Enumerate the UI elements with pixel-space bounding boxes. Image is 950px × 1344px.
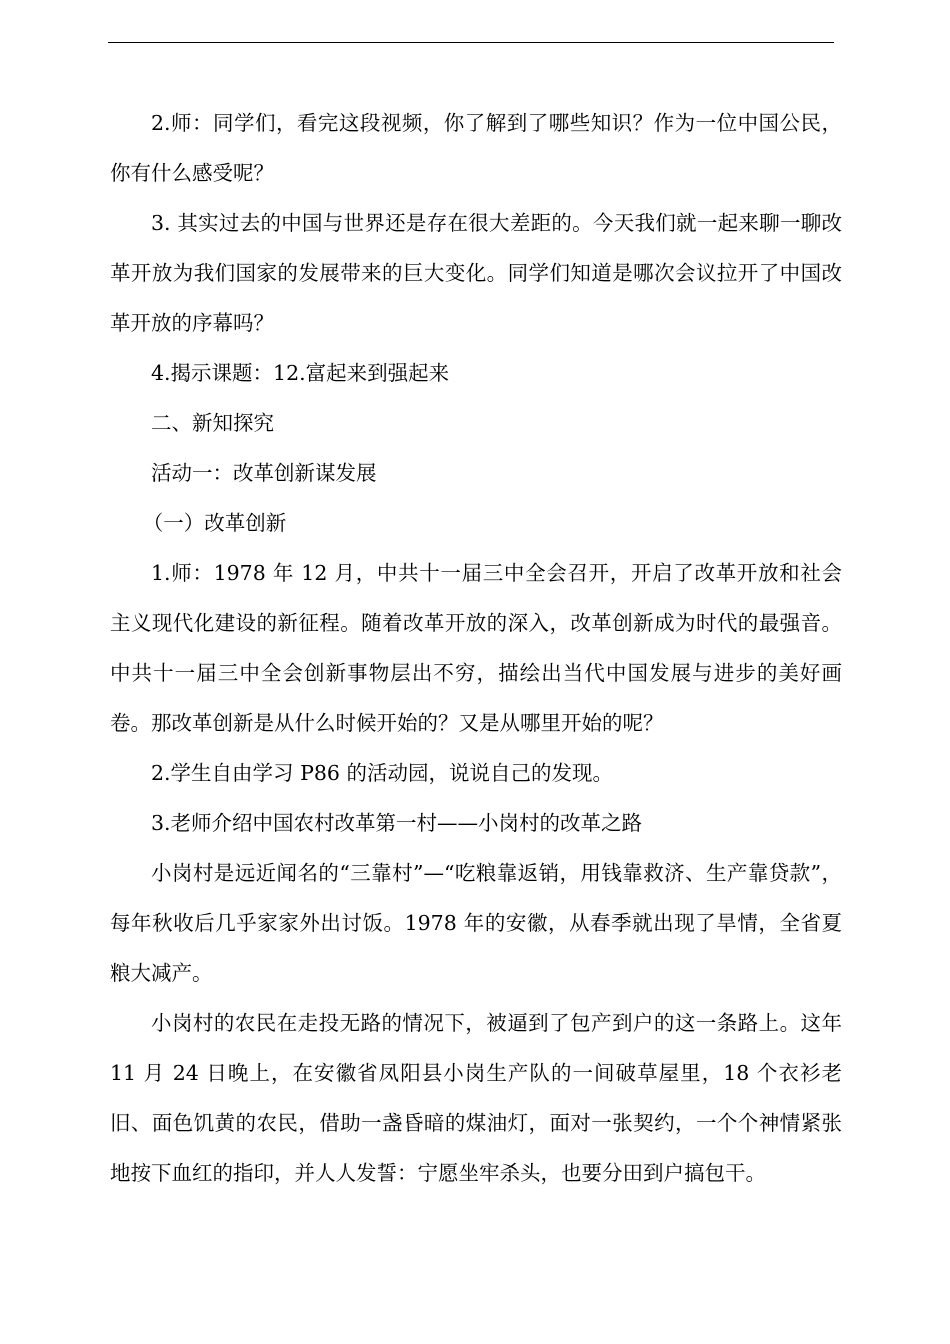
paragraph-1: 2.师：同学们，看完这段视频，你了解到了哪些知识？作为一位中国公民，你有什么感受呢？ <box>110 111 842 185</box>
paragraph-11: 小岗村的农民在走投无路的情况下，被逼到了包产到户的这一条路上。这年 11 月 24 日晚上，在安徽省凤阳县小岗生产队的一间破草屋里，18 个衣衫老旧、面色饥黄的农民，借助一盏昏暗的煤油灯，面对一张契约，一个个神情紧张地按下血红的指印，并人人发誓：宁愿坐牢杀头，也要分田到户搞包干。 <box>110 1011 842 1185</box>
paragraph-3: 4.揭示课题：12.富起来到强起来 <box>151 361 450 385</box>
section-heading: 二、新知探究 <box>151 411 274 435</box>
paragraph-10: 小岗村是远近闻名的“三靠村”—“吃粮靠返销，用钱靠救济、生产靠贷款”，每年秋收后几乎家家外出讨饭。1978 年的安徽，从春季就出现了旱情，全省夏粮大减产。 <box>110 861 842 985</box>
subsection-heading: （一）改革创新 <box>142 511 287 535</box>
header-rule <box>108 42 834 43</box>
paragraph-2: 3. 其实过去的中国与世界还是存在很大差距的。今天我们就一起来聊一聊改革开放为我们国家的发展带来的巨大变化。同学们知道是哪次会议拉开了中国改革开放的序幕吗？ <box>110 211 842 335</box>
paragraph-9: 3.老师介绍中国农村改革第一村——小岗村的改革之路 <box>151 811 643 835</box>
paragraph-7: 1.师：1978 年 12 月，中共十一届三中全会召开，开启了改革开放和社会主义现代化建设的新征程。随着改革开放的深入，改革创新成为时代的最强音。中共十一届三中全会创新事物层出不穷，描绘出当代中国发展与进步的美好画卷。那改革创新是从什么时候开始的？又是从哪里开始的呢？ <box>110 561 842 735</box>
paragraph-8: 2.学生自由学习 P86 的活动园，说说自己的发现。 <box>151 761 613 785</box>
document-body <box>110 98 842 1198</box>
activity-heading: 活动一：改革创新谋发展 <box>151 461 377 485</box>
